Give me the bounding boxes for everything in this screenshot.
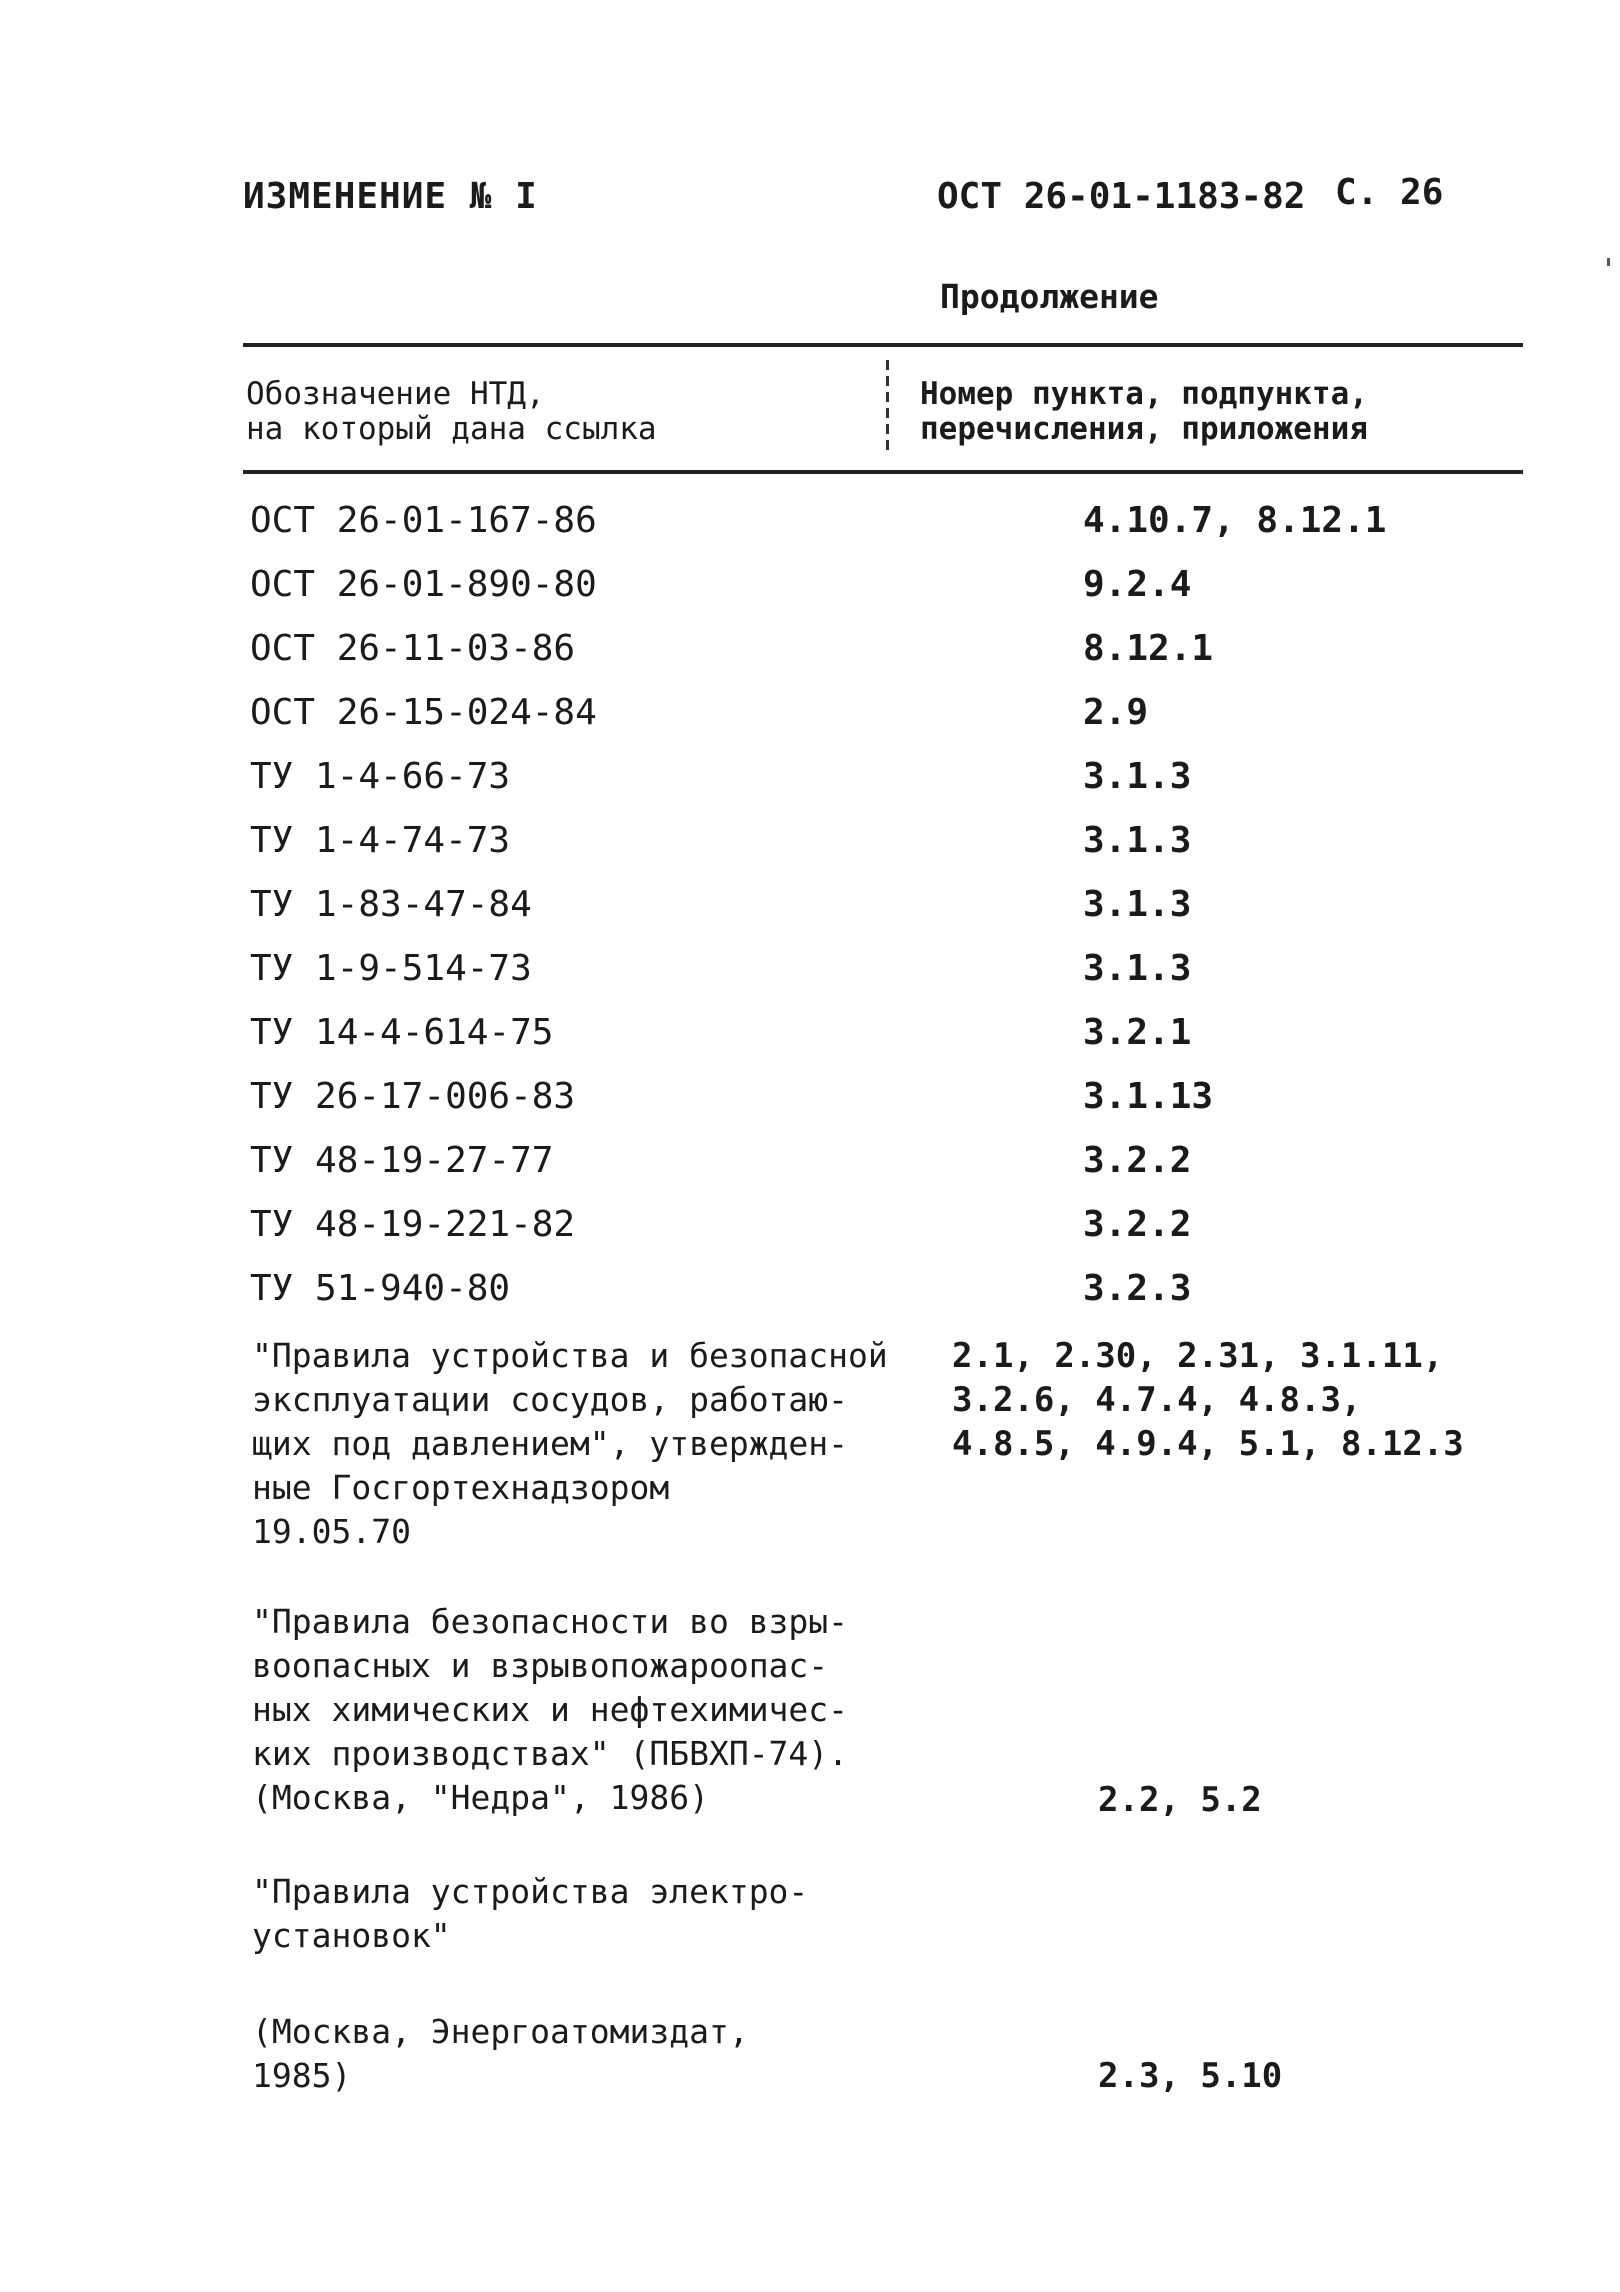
table-row-ntd: ТУ 14-4-614-75 <box>250 1012 554 1053</box>
table-row-ntd: ТУ 51-940-80 <box>250 1268 511 1309</box>
table-row-ntd: ТУ 1-4-66-73 <box>250 756 511 797</box>
table-row-ntd: ОСТ 26-15-024-84 <box>250 692 597 733</box>
paragraph-row-ref: 2.2, 5.2 <box>1098 1780 1262 1820</box>
table-row-ntd: ТУ 26-17-006-83 <box>250 1076 576 1117</box>
table-row-ref: 3.1.3 <box>1083 884 1192 925</box>
column-separator <box>886 360 889 450</box>
table-row-ntd: ТУ 1-4-74-73 <box>250 820 511 861</box>
table-row-ntd: ТУ 48-19-27-77 <box>250 1140 554 1181</box>
paragraph-row-ntd: "Правила устройства и безопасной эксплуатации сосудов, работаю- щих под давлением", утвержден- ные Госгортехнадзором 19.05.70 <box>252 1336 888 1551</box>
paragraph-row-ref: 2.3, 5.10 <box>1098 2056 1283 2096</box>
table-row-ref: 3.1.3 <box>1083 756 1192 797</box>
table-row-ref: 3.2.1 <box>1083 1012 1192 1053</box>
paragraph-row-ntd: "Правила устройства электро- установок" <box>252 1872 809 1955</box>
table-row-ntd: ТУ 48-19-221-82 <box>250 1204 576 1245</box>
table-row-ref: 3.2.2 <box>1083 1204 1192 1245</box>
scan-artifact <box>1607 258 1610 266</box>
table-top-rule <box>243 343 1523 347</box>
page-number: С. 26 <box>1335 172 1444 213</box>
table-row-ntd: ТУ 1-9-514-73 <box>250 948 532 989</box>
doc-code: ОСТ 26-01-1183-82 <box>937 176 1306 217</box>
change-label: ИЗМЕНЕНИЕ № I <box>243 176 538 217</box>
table-row-ntd: ОСТ 26-01-167-86 <box>250 500 597 541</box>
table-row-ref: 3.2.3 <box>1083 1268 1192 1309</box>
table-row-ref: 4.10.7, 8.12.1 <box>1083 500 1387 541</box>
table-row-ref: 2.9 <box>1083 692 1149 733</box>
paragraph-row-ntd: (Москва, Энергоатомиздат, 1985) <box>252 2012 749 2095</box>
column-header-ref: Номер пункта, подпункта, перечисления, приложения <box>920 376 1368 447</box>
table-row-ref: 3.1.3 <box>1083 820 1192 861</box>
table-header-rule <box>243 470 1523 474</box>
table-row-ntd: ОСТ 26-01-890-80 <box>250 564 597 605</box>
paragraph-row-ntd: "Правила безопасности во взры- воопасных и взрывопожароопас- ных химических и нефтехимичес- ких производствах" (ПБВХП-74). (Москва, "Недра", 1986) <box>252 1602 849 1817</box>
column-header-ntd: Обозначение НТД, на который дана ссылка <box>246 376 657 447</box>
continuation-label: Продолжение <box>940 277 1159 316</box>
table-row-ref: 3.2.2 <box>1083 1140 1192 1181</box>
table-row-ref: 3.1.13 <box>1083 1076 1214 1117</box>
table-row-ref: 8.12.1 <box>1083 628 1214 669</box>
table-row-ntd: ОСТ 26-11-03-86 <box>250 628 576 669</box>
table-row-ref: 9.2.4 <box>1083 564 1192 605</box>
table-row-ntd: ТУ 1-83-47-84 <box>250 884 532 925</box>
table-row-ref: 3.1.3 <box>1083 948 1192 989</box>
paragraph-row-ref: 2.1, 2.30, 2.31, 3.1.11, 3.2.6, 4.7.4, 4.8.3, 4.8.5, 4.9.4, 5.1, 8.12.3 <box>952 1336 1464 1464</box>
